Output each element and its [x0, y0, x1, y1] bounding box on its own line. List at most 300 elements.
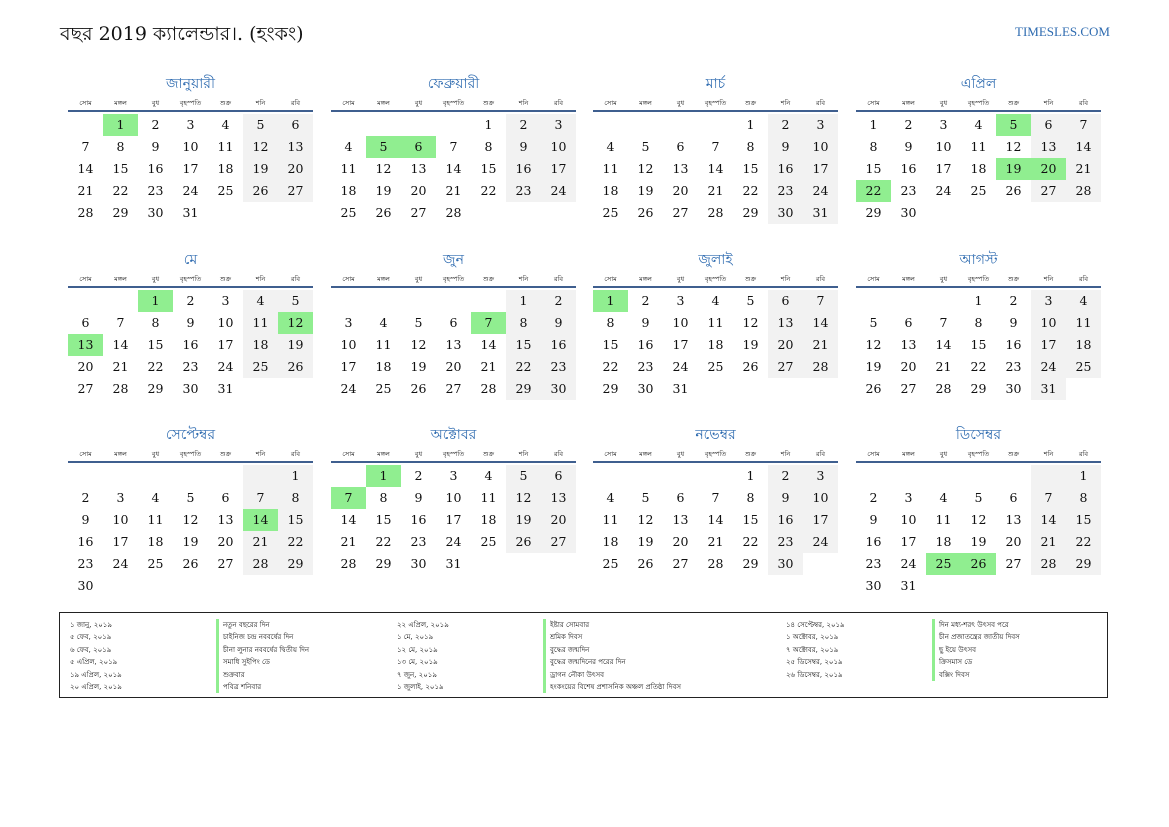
day-cell[interactable]: 14 — [1066, 136, 1101, 158]
day-cell[interactable]: 12 — [182, 512, 199, 527]
day-cell[interactable]: 22 — [278, 531, 313, 553]
day-cell[interactable]: 18 — [217, 161, 234, 176]
day-cell[interactable]: 8 — [151, 315, 160, 330]
day-cell[interactable]: 10 — [112, 512, 129, 527]
day-cell[interactable]: 5 — [641, 490, 650, 505]
day-cell[interactable]: 31 — [900, 578, 917, 593]
day-cell[interactable]: 21 — [340, 534, 357, 549]
day-cell[interactable]: 18 — [602, 534, 619, 549]
day-cell[interactable]: 11 — [480, 490, 497, 505]
day-cell[interactable]: 23 — [865, 556, 882, 571]
day-cell[interactable]: 8 — [869, 139, 878, 154]
day-cell[interactable]: 19 — [970, 534, 987, 549]
day-cell[interactable]: 5 — [278, 290, 313, 312]
day-cell[interactable]: 13 — [541, 487, 576, 509]
day-cell[interactable]: 2 — [186, 293, 195, 308]
day-cell[interactable]: 4 — [243, 290, 278, 312]
day-cell[interactable]: 7 — [711, 490, 720, 505]
day-cell[interactable]: 29 — [742, 205, 759, 220]
day-cell[interactable]: 2 — [768, 114, 803, 136]
day-cell[interactable]: 21 — [77, 183, 94, 198]
day-cell[interactable]: 26 — [1005, 183, 1022, 198]
day-cell[interactable]: 25 — [217, 183, 234, 198]
day-cell[interactable]: 8 — [506, 312, 541, 334]
day-cell[interactable]: 2 — [414, 468, 423, 483]
day-cell[interactable]: 14 — [707, 512, 724, 527]
day-cell[interactable]: 6 — [1031, 114, 1066, 136]
day-cell[interactable]: 5 — [506, 465, 541, 487]
day-cell[interactable]: 21 — [480, 359, 497, 374]
day-cell[interactable]: 18 — [935, 534, 952, 549]
day-cell[interactable]: 9 — [641, 315, 650, 330]
day-cell[interactable]: 28 — [707, 205, 724, 220]
day-cell[interactable]: 24 — [217, 359, 234, 374]
day-cell[interactable]: 6 — [541, 465, 576, 487]
day-cell[interactable]: 31 — [445, 556, 462, 571]
day-cell[interactable]: 6 — [449, 315, 458, 330]
holiday-day-cell[interactable]: 20 — [1031, 158, 1066, 180]
day-cell[interactable]: 26 — [278, 356, 313, 378]
day-cell[interactable]: 14 — [1031, 509, 1066, 531]
holiday-day-cell[interactable]: 19 — [996, 158, 1031, 180]
day-cell[interactable]: 5 — [746, 293, 755, 308]
day-cell[interactable]: 16 — [182, 337, 199, 352]
day-cell[interactable]: 6 — [676, 139, 685, 154]
day-cell[interactable]: 15 — [742, 512, 759, 527]
day-cell[interactable]: 19 — [375, 183, 392, 198]
day-cell[interactable]: 28 — [243, 553, 278, 575]
day-cell[interactable]: 2 — [768, 465, 803, 487]
day-cell[interactable]: 31 — [182, 205, 199, 220]
day-cell[interactable]: 18 — [480, 512, 497, 527]
day-cell[interactable]: 16 — [541, 334, 576, 356]
day-cell[interactable]: 13 — [1005, 512, 1022, 527]
holiday-day-cell[interactable]: 1 — [593, 290, 628, 312]
day-cell[interactable]: 9 — [904, 139, 913, 154]
day-cell[interactable]: 30 — [541, 378, 576, 400]
day-cell[interactable]: 2 — [904, 117, 913, 132]
day-cell[interactable]: 7 — [939, 315, 948, 330]
day-cell[interactable]: 10 — [935, 139, 952, 154]
day-cell[interactable]: 12 — [637, 161, 654, 176]
day-cell[interactable]: 5 — [641, 139, 650, 154]
day-cell[interactable]: 10 — [803, 487, 838, 509]
site-link[interactable]: TIMESLES.COM — [1015, 24, 1110, 39]
day-cell[interactable]: 4 — [939, 490, 948, 505]
day-cell[interactable]: 28 — [340, 556, 357, 571]
day-cell[interactable]: 15 — [1066, 509, 1101, 531]
day-cell[interactable]: 5 — [974, 490, 983, 505]
day-cell[interactable]: 25 — [602, 556, 619, 571]
day-cell[interactable]: 8 — [116, 139, 125, 154]
day-cell[interactable]: 19 — [637, 534, 654, 549]
day-cell[interactable]: 6 — [81, 315, 90, 330]
day-cell[interactable]: 23 — [410, 534, 427, 549]
day-cell[interactable]: 4 — [711, 293, 720, 308]
day-cell[interactable]: 26 — [506, 531, 541, 553]
day-cell[interactable]: 18 — [1066, 334, 1101, 356]
day-cell[interactable]: 1 — [506, 290, 541, 312]
day-cell[interactable]: 7 — [803, 290, 838, 312]
day-cell[interactable]: 17 — [672, 337, 689, 352]
holiday-day-cell[interactable]: 7 — [471, 312, 506, 334]
day-cell[interactable]: 7 — [1031, 487, 1066, 509]
day-cell[interactable]: 29 — [506, 378, 541, 400]
day-cell[interactable]: 6 — [768, 290, 803, 312]
day-cell[interactable]: 19 — [182, 534, 199, 549]
day-cell[interactable]: 8 — [746, 490, 755, 505]
day-cell[interactable]: 10 — [900, 512, 917, 527]
day-cell[interactable]: 20 — [1005, 534, 1022, 549]
holiday-day-cell[interactable]: 14 — [243, 509, 278, 531]
day-cell[interactable]: 4 — [606, 490, 615, 505]
day-cell[interactable]: 30 — [147, 205, 164, 220]
day-cell[interactable]: 11 — [602, 512, 619, 527]
day-cell[interactable]: 4 — [606, 139, 615, 154]
day-cell[interactable]: 28 — [77, 205, 94, 220]
day-cell[interactable]: 4 — [151, 490, 160, 505]
day-cell[interactable]: 16 — [506, 158, 541, 180]
day-cell[interactable]: 14 — [340, 512, 357, 527]
day-cell[interactable]: 15 — [278, 509, 313, 531]
day-cell[interactable]: 26 — [243, 180, 278, 202]
day-cell[interactable]: 29 — [147, 381, 164, 396]
day-cell[interactable]: 22 — [1066, 531, 1101, 553]
day-cell[interactable]: 23 — [1005, 359, 1022, 374]
day-cell[interactable]: 24 — [900, 556, 917, 571]
day-cell[interactable]: 30 — [637, 381, 654, 396]
day-cell[interactable]: 14 — [112, 337, 129, 352]
day-cell[interactable]: 29 — [865, 205, 882, 220]
day-cell[interactable]: 19 — [637, 183, 654, 198]
day-cell[interactable]: 22 — [147, 359, 164, 374]
day-cell[interactable]: 18 — [147, 534, 164, 549]
day-cell[interactable]: 17 — [182, 161, 199, 176]
day-cell[interactable]: 13 — [672, 512, 689, 527]
day-cell[interactable]: 10 — [340, 337, 357, 352]
day-cell[interactable]: 12 — [637, 512, 654, 527]
day-cell[interactable]: 16 — [768, 158, 803, 180]
day-cell[interactable]: 5 — [869, 315, 878, 330]
day-cell[interactable]: 22 — [480, 183, 497, 198]
day-cell[interactable]: 10 — [445, 490, 462, 505]
day-cell[interactable]: 4 — [379, 315, 388, 330]
day-cell[interactable]: 29 — [970, 381, 987, 396]
day-cell[interactable]: 24 — [803, 531, 838, 553]
day-cell[interactable]: 19 — [278, 334, 313, 356]
day-cell[interactable]: 11 — [1066, 312, 1101, 334]
day-cell[interactable]: 30 — [865, 578, 882, 593]
day-cell[interactable]: 15 — [480, 161, 497, 176]
holiday-day-cell[interactable]: 1 — [366, 465, 401, 487]
day-cell[interactable]: 21 — [1066, 158, 1101, 180]
day-cell[interactable]: 7 — [1066, 114, 1101, 136]
day-cell[interactable]: 20 — [217, 534, 234, 549]
day-cell[interactable]: 28 — [112, 381, 129, 396]
day-cell[interactable]: 13 — [900, 337, 917, 352]
day-cell[interactable]: 13 — [217, 512, 234, 527]
day-cell[interactable]: 26 — [742, 359, 759, 374]
day-cell[interactable]: 3 — [221, 293, 230, 308]
day-cell[interactable]: 28 — [935, 381, 952, 396]
day-cell[interactable]: 3 — [116, 490, 125, 505]
day-cell[interactable]: 20 — [278, 158, 313, 180]
day-cell[interactable]: 25 — [375, 381, 392, 396]
day-cell[interactable]: 5 — [414, 315, 423, 330]
day-cell[interactable]: 14 — [445, 161, 462, 176]
day-cell[interactable]: 11 — [707, 315, 724, 330]
day-cell[interactable]: 9 — [768, 487, 803, 509]
day-cell[interactable]: 9 — [768, 136, 803, 158]
day-cell[interactable]: 23 — [506, 180, 541, 202]
day-cell[interactable]: 12 — [410, 337, 427, 352]
holiday-day-cell[interactable]: 7 — [331, 487, 366, 509]
day-cell[interactable]: 23 — [900, 183, 917, 198]
day-cell[interactable]: 21 — [445, 183, 462, 198]
day-cell[interactable]: 2 — [81, 490, 90, 505]
day-cell[interactable]: 1 — [746, 117, 755, 132]
day-cell[interactable]: 7 — [449, 139, 458, 154]
day-cell[interactable]: 8 — [746, 139, 755, 154]
day-cell[interactable]: 30 — [182, 381, 199, 396]
day-cell[interactable]: 15 — [147, 337, 164, 352]
day-cell[interactable]: 17 — [900, 534, 917, 549]
day-cell[interactable]: 11 — [970, 139, 987, 154]
day-cell[interactable]: 11 — [602, 161, 619, 176]
day-cell[interactable]: 24 — [935, 183, 952, 198]
day-cell[interactable]: 10 — [803, 136, 838, 158]
day-cell[interactable]: 29 — [278, 553, 313, 575]
day-cell[interactable]: 6 — [904, 315, 913, 330]
day-cell[interactable]: 24 — [445, 534, 462, 549]
day-cell[interactable]: 27 — [1005, 556, 1022, 571]
day-cell[interactable]: 28 — [707, 556, 724, 571]
holiday-day-cell[interactable]: 26 — [961, 553, 996, 575]
day-cell[interactable]: 28 — [480, 381, 497, 396]
day-cell[interactable]: 26 — [410, 381, 427, 396]
day-cell[interactable]: 17 — [340, 359, 357, 374]
day-cell[interactable]: 16 — [900, 161, 917, 176]
day-cell[interactable]: 1 — [278, 465, 313, 487]
day-cell[interactable]: 9 — [414, 490, 423, 505]
day-cell[interactable]: 16 — [77, 534, 94, 549]
day-cell[interactable]: 25 — [340, 205, 357, 220]
day-cell[interactable]: 19 — [742, 337, 759, 352]
day-cell[interactable]: 27 — [672, 556, 689, 571]
day-cell[interactable]: 27 — [1031, 180, 1066, 202]
day-cell[interactable]: 27 — [445, 381, 462, 396]
day-cell[interactable]: 4 — [974, 117, 983, 132]
day-cell[interactable]: 24 — [672, 359, 689, 374]
day-cell[interactable]: 2 — [869, 490, 878, 505]
day-cell[interactable]: 15 — [506, 334, 541, 356]
day-cell[interactable]: 27 — [672, 205, 689, 220]
day-cell[interactable]: 12 — [865, 337, 882, 352]
day-cell[interactable]: 29 — [742, 556, 759, 571]
day-cell[interactable]: 8 — [606, 315, 615, 330]
day-cell[interactable]: 24 — [541, 180, 576, 202]
day-cell[interactable]: 21 — [707, 534, 724, 549]
day-cell[interactable]: 21 — [243, 531, 278, 553]
day-cell[interactable]: 22 — [506, 356, 541, 378]
day-cell[interactable]: 4 — [221, 117, 230, 132]
day-cell[interactable]: 23 — [541, 356, 576, 378]
day-cell[interactable]: 20 — [410, 183, 427, 198]
day-cell[interactable]: 3 — [904, 490, 913, 505]
holiday-day-cell[interactable]: 1 — [103, 114, 138, 136]
day-cell[interactable]: 17 — [541, 158, 576, 180]
day-cell[interactable]: 10 — [672, 315, 689, 330]
day-cell[interactable]: 12 — [1005, 139, 1022, 154]
day-cell[interactable]: 28 — [1031, 553, 1066, 575]
day-cell[interactable]: 9 — [869, 512, 878, 527]
day-cell[interactable]: 24 — [1031, 356, 1066, 378]
day-cell[interactable]: 19 — [243, 158, 278, 180]
day-cell[interactable]: 23 — [182, 359, 199, 374]
day-cell[interactable]: 30 — [768, 202, 803, 224]
day-cell[interactable]: 9 — [151, 139, 160, 154]
day-cell[interactable]: 20 — [672, 183, 689, 198]
day-cell[interactable]: 25 — [243, 356, 278, 378]
day-cell[interactable]: 8 — [974, 315, 983, 330]
day-cell[interactable]: 21 — [707, 183, 724, 198]
day-cell[interactable]: 19 — [506, 509, 541, 531]
day-cell[interactable]: 13 — [1031, 136, 1066, 158]
day-cell[interactable]: 23 — [768, 180, 803, 202]
day-cell[interactable]: 3 — [541, 114, 576, 136]
day-cell[interactable]: 23 — [147, 183, 164, 198]
day-cell[interactable]: 3 — [939, 117, 948, 132]
day-cell[interactable]: 16 — [147, 161, 164, 176]
day-cell[interactable]: 3 — [803, 465, 838, 487]
day-cell[interactable]: 2 — [1009, 293, 1018, 308]
day-cell[interactable]: 31 — [1031, 378, 1066, 400]
day-cell[interactable]: 30 — [1005, 381, 1022, 396]
day-cell[interactable]: 10 — [182, 139, 199, 154]
day-cell[interactable]: 12 — [243, 136, 278, 158]
day-cell[interactable]: 11 — [217, 139, 234, 154]
day-cell[interactable]: 5 — [243, 114, 278, 136]
day-cell[interactable]: 29 — [602, 381, 619, 396]
day-cell[interactable]: 18 — [340, 183, 357, 198]
day-cell[interactable]: 15 — [970, 337, 987, 352]
day-cell[interactable]: 17 — [112, 534, 129, 549]
day-cell[interactable]: 3 — [449, 468, 458, 483]
day-cell[interactable]: 28 — [445, 205, 462, 220]
day-cell[interactable]: 11 — [147, 512, 164, 527]
day-cell[interactable]: 25 — [480, 534, 497, 549]
day-cell[interactable]: 10 — [217, 315, 234, 330]
day-cell[interactable]: 18 — [243, 334, 278, 356]
day-cell[interactable]: 1 — [974, 293, 983, 308]
day-cell[interactable]: 20 — [900, 359, 917, 374]
day-cell[interactable]: 18 — [707, 337, 724, 352]
day-cell[interactable]: 22 — [742, 183, 759, 198]
day-cell[interactable]: 16 — [768, 509, 803, 531]
day-cell[interactable]: 7 — [116, 315, 125, 330]
day-cell[interactable]: 16 — [865, 534, 882, 549]
holiday-day-cell[interactable]: 5 — [996, 114, 1031, 136]
day-cell[interactable]: 21 — [1031, 531, 1066, 553]
day-cell[interactable]: 27 — [541, 531, 576, 553]
day-cell[interactable]: 18 — [602, 183, 619, 198]
holiday-day-cell[interactable]: 12 — [278, 312, 313, 334]
day-cell[interactable]: 30 — [768, 553, 803, 575]
day-cell[interactable]: 23 — [768, 531, 803, 553]
day-cell[interactable]: 13 — [768, 312, 803, 334]
day-cell[interactable]: 22 — [742, 534, 759, 549]
holiday-day-cell[interactable]: 6 — [401, 136, 436, 158]
day-cell[interactable]: 9 — [541, 312, 576, 334]
day-cell[interactable]: 14 — [935, 337, 952, 352]
day-cell[interactable]: 29 — [112, 205, 129, 220]
day-cell[interactable]: 11 — [935, 512, 952, 527]
day-cell[interactable]: 9 — [506, 136, 541, 158]
day-cell[interactable]: 14 — [707, 161, 724, 176]
day-cell[interactable]: 13 — [445, 337, 462, 352]
day-cell[interactable]: 20 — [768, 334, 803, 356]
day-cell[interactable]: 8 — [379, 490, 388, 505]
holiday-day-cell[interactable]: 22 — [856, 180, 891, 202]
day-cell[interactable]: 24 — [803, 180, 838, 202]
day-cell[interactable]: 22 — [602, 359, 619, 374]
day-cell[interactable]: 17 — [1031, 334, 1066, 356]
day-cell[interactable]: 6 — [676, 490, 685, 505]
day-cell[interactable]: 7 — [81, 139, 90, 154]
day-cell[interactable]: 21 — [935, 359, 952, 374]
day-cell[interactable]: 16 — [410, 512, 427, 527]
day-cell[interactable]: 3 — [1031, 290, 1066, 312]
day-cell[interactable]: 25 — [602, 205, 619, 220]
day-cell[interactable]: 23 — [637, 359, 654, 374]
day-cell[interactable]: 25 — [707, 359, 724, 374]
day-cell[interactable]: 6 — [1009, 490, 1018, 505]
day-cell[interactable]: 29 — [375, 556, 392, 571]
day-cell[interactable]: 1 — [746, 468, 755, 483]
day-cell[interactable]: 26 — [182, 556, 199, 571]
day-cell[interactable]: 13 — [410, 161, 427, 176]
day-cell[interactable]: 18 — [375, 359, 392, 374]
day-cell[interactable]: 25 — [970, 183, 987, 198]
day-cell[interactable]: 2 — [506, 114, 541, 136]
day-cell[interactable]: 17 — [803, 158, 838, 180]
day-cell[interactable]: 15 — [112, 161, 129, 176]
day-cell[interactable]: 12 — [970, 512, 987, 527]
holiday-day-cell[interactable]: 5 — [366, 136, 401, 158]
day-cell[interactable]: 28 — [1066, 180, 1101, 202]
day-cell[interactable]: 27 — [768, 356, 803, 378]
day-cell[interactable]: 1 — [484, 117, 493, 132]
day-cell[interactable]: 30 — [77, 578, 94, 593]
day-cell[interactable]: 7 — [243, 487, 278, 509]
day-cell[interactable]: 15 — [865, 161, 882, 176]
day-cell[interactable]: 19 — [410, 359, 427, 374]
day-cell[interactable]: 4 — [344, 139, 353, 154]
day-cell[interactable]: 19 — [865, 359, 882, 374]
day-cell[interactable]: 10 — [541, 136, 576, 158]
day-cell[interactable]: 4 — [1066, 290, 1101, 312]
day-cell[interactable]: 31 — [217, 381, 234, 396]
day-cell[interactable]: 26 — [865, 381, 882, 396]
day-cell[interactable]: 10 — [1031, 312, 1066, 334]
day-cell[interactable]: 12 — [742, 315, 759, 330]
day-cell[interactable]: 2 — [541, 290, 576, 312]
day-cell[interactable]: 3 — [676, 293, 685, 308]
day-cell[interactable]: 22 — [375, 534, 392, 549]
day-cell[interactable]: 24 — [340, 381, 357, 396]
day-cell[interactable]: 21 — [803, 334, 838, 356]
day-cell[interactable]: 4 — [484, 468, 493, 483]
